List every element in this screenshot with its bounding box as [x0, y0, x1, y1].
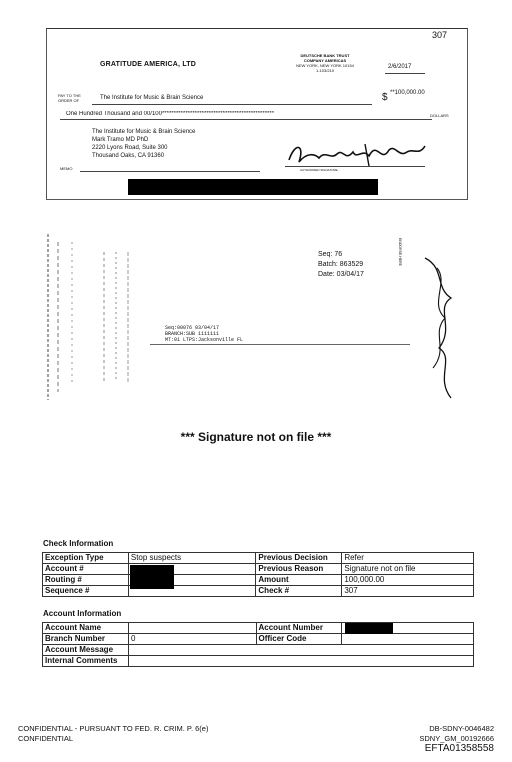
bank-line: NEW YORK, NEW YORK 10154: [296, 63, 354, 68]
label-cell: Check #: [256, 586, 342, 597]
value-cell: 307: [342, 586, 474, 597]
payee-name: The Institute for Music & Brain Science: [100, 95, 204, 101]
bank-line: DEUTSCHE BANK TRUST: [300, 53, 350, 58]
stamp-rule: [150, 344, 410, 345]
date-rule: [385, 73, 425, 74]
dollars-label: DOLLARS: [430, 113, 449, 118]
bates-number-1: DB-SDNY-0046482: [429, 724, 494, 733]
value-cell: 0: [128, 634, 256, 645]
stamp-line: MT:01 LTPS:Jacksonville FL: [165, 337, 244, 343]
back-seq-info: [318, 250, 364, 280]
value-cell: [128, 623, 256, 634]
label-cell: Sequence #: [43, 586, 129, 597]
value-cell: Signature not on file: [342, 564, 474, 575]
value-cell: 100,000.00: [342, 575, 474, 586]
memo-rule: [80, 171, 260, 172]
check-amount: **100,000.00: [390, 90, 425, 96]
address-line: Thousand Oaks, CA 91360: [92, 153, 165, 159]
label-cell: Account Number: [256, 623, 342, 634]
back-date: Date: 03/04/17: [318, 271, 364, 278]
footer-confidential: CONFIDENTIAL: [18, 734, 74, 743]
check-date: 2/6/2017: [388, 64, 412, 70]
footer-left: [18, 724, 208, 744]
table-row: [43, 575, 474, 586]
label-cell: Amount: [256, 575, 342, 586]
label-cell: Officer Code: [256, 634, 342, 645]
memo-label: MEMO: [60, 166, 73, 171]
bank-line: COMPANY AMERICAS: [303, 58, 347, 63]
words-rule: [60, 119, 432, 120]
value-cell: [128, 645, 473, 656]
endorse-label: ENDORSE HERE: [398, 238, 402, 267]
signature-rule: [285, 166, 425, 167]
footer-right: [419, 724, 494, 754]
signature-label: AUTHORIZED SIGNATURE: [300, 168, 338, 172]
check-info-title: Check Information: [43, 539, 114, 548]
check-info-table: [42, 552, 474, 597]
table-row: [43, 656, 474, 667]
table-row: [43, 645, 474, 656]
dollar-sign: $: [382, 92, 388, 103]
label-cell: Branch Number: [43, 634, 129, 645]
endorsement-handwriting: [415, 238, 465, 408]
table-row: [43, 564, 474, 575]
amount-words: One Hundred Thousand and 00/100************************************************: [66, 111, 275, 117]
label-cell: Exception Type: [43, 553, 129, 564]
address-line: Mark Tramo MD PhD: [92, 137, 149, 143]
pay-to-label: PAY TO THE ORDER OF: [58, 93, 81, 103]
check-number: 307: [432, 30, 448, 40]
payer-name: GRATITUDE AMERICA, LTD: [100, 61, 197, 68]
check-back-left-noise: [44, 232, 164, 402]
bank-line: 1-103/210: [315, 68, 334, 73]
value-cell: [342, 634, 474, 645]
value-cell: Stop suspects: [128, 553, 256, 564]
micr-redaction: [128, 179, 378, 195]
bates-number-2: SDNY_GM_00192666: [419, 734, 494, 743]
label-cell: Previous Decision: [256, 553, 342, 564]
bank-info: [285, 53, 365, 73]
back-batch: Batch: 863529: [318, 261, 364, 268]
label-cell: Previous Reason: [256, 564, 342, 575]
bates-number-3: EFTA01358558: [424, 743, 494, 754]
footer-confidential-notice: CONFIDENTIAL - PURSUANT TO FED. R. CRIM. P. 6(e): [18, 724, 209, 733]
account-info-table: [42, 622, 474, 667]
table-row: [43, 623, 474, 634]
label-cell: Routing #: [43, 575, 129, 586]
payee-address: [92, 128, 195, 160]
label-cell: Account Message: [43, 645, 129, 656]
address-line: 2220 Lyons Road, Suite 300: [92, 145, 168, 151]
address-line: The Institute for Music & Brain Science: [92, 129, 196, 135]
value-cell: [128, 656, 473, 667]
table-row: [43, 634, 474, 645]
account-routing-redaction: [130, 565, 174, 589]
payee-rule: [92, 104, 372, 105]
account-info-title: Account Information: [43, 609, 122, 618]
stamp-line: BRANCH:SUB 1111111: [165, 331, 220, 337]
table-row: [43, 586, 474, 597]
label-cell: Account Name: [43, 623, 129, 634]
stamp-line: Seq:00076 03/04/17: [165, 325, 220, 331]
label-cell: Internal Comments: [43, 656, 129, 667]
label-cell: Account #: [43, 564, 129, 575]
account-number-redaction: [345, 623, 393, 634]
back-stamp: [165, 325, 243, 343]
signature-not-on-file: *** Signature not on file ***: [180, 430, 332, 444]
value-cell: Refer: [342, 553, 474, 564]
back-seq: Seq: 76: [318, 251, 343, 258]
table-row: [43, 553, 474, 564]
